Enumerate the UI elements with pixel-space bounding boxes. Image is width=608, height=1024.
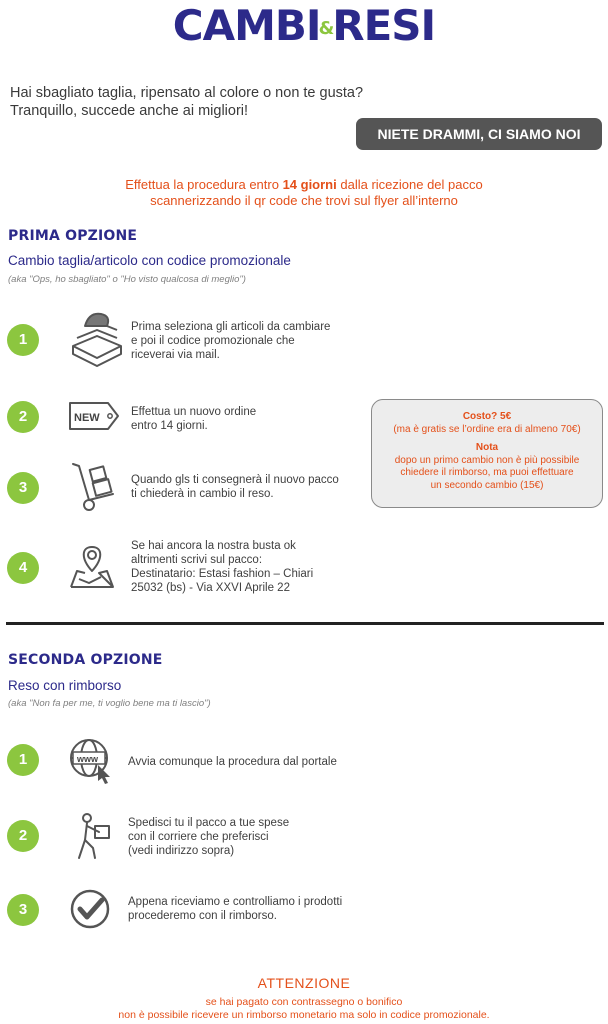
cost-title: Costo? 5€ (462, 411, 512, 422)
procedure-highlight: 14 giorni (282, 177, 337, 192)
step-line: 25032 (bs) - Via XXVI Aprile 22 (131, 582, 290, 594)
step-line: riceverai via mail. (131, 349, 220, 361)
step-line: ti chiederà in cambio il reso. (131, 488, 274, 500)
procedure-line-2: scannerizzando il qr code che trovi sul flyer all’interno (150, 193, 458, 208)
courier-icon (73, 812, 113, 862)
step-line: Prima seleziona gli articoli da cambiare (131, 321, 331, 333)
step-line: Spedisci tu il pacco a tue spese (128, 817, 290, 829)
step-line: procederemo con il rimborso. (128, 910, 277, 922)
step-line: altrimenti scrivi sul pacco: (131, 554, 263, 566)
step-number: 2 (7, 401, 39, 433)
check-circle-icon (69, 888, 111, 930)
step-line: Effettua un nuovo ordine (131, 406, 257, 418)
option1-step3-text (131, 473, 339, 501)
note-line: un secondo cambio (15€) (430, 479, 544, 491)
procedure-note (0, 177, 608, 209)
option1-aka: (aka "Ops, ho sbagliato" o "Ho visto qualcosa di meglio") (8, 274, 246, 285)
option1-step1-text (131, 320, 330, 362)
map-pin-icon (67, 543, 117, 591)
web-click-icon (68, 737, 114, 785)
step-number: 1 (7, 324, 39, 356)
page-title (0, 1, 608, 51)
procedure-pre: Effettua la procedura entro (125, 177, 283, 192)
option1-step2-text (131, 405, 256, 433)
www-label: www (77, 754, 99, 764)
title-cambi: CAMBI (172, 1, 321, 50)
option1-title: PRIMA OPZIONE (8, 228, 138, 244)
option2-aka: (aka "Non fa per me, ti voglio bene ma ti lascio") (8, 698, 211, 709)
step-number: 2 (7, 820, 39, 852)
intro-line-1: Hai sbagliato taglia, ripensato al colore o non te gusta? (10, 85, 364, 101)
note-line: chiedere il rimborso, ma puoi effettuare (400, 467, 574, 478)
intro-text (10, 84, 363, 120)
step-line: Avvia comunque la procedura dal portale (128, 756, 337, 768)
option2-step3-text (128, 895, 342, 923)
attention-title: ATTENZIONE (257, 975, 351, 991)
step-line: e poi il codice promozionale che (131, 335, 295, 347)
step-number: 3 (7, 894, 39, 926)
attention-line: non è possibile ricevere un rimborso monetario ma solo in codice promozionale. (118, 1009, 490, 1021)
step-number: 1 (7, 744, 39, 776)
step-line: Se hai ancora la nostra busta ok (131, 540, 296, 552)
option2-subtitle: Reso con rimborso (8, 678, 122, 693)
option2-step2-text (128, 816, 289, 858)
step-line: entro 14 giorni. (131, 420, 208, 432)
step-line: (vedi indirizzo sopra) (128, 845, 235, 857)
hand-truck-icon (69, 460, 117, 512)
step-number: 3 (7, 472, 39, 504)
intro-line-2: Tranquillo, succede anche ai migliori! (10, 103, 249, 119)
step-number: 4 (7, 552, 39, 584)
cost-info-box (371, 399, 603, 508)
option1-step4-text (131, 539, 313, 595)
step-line: Destinatario: Estasi fashion – Chiari (131, 568, 314, 580)
option2-title: SECONDA OPZIONE (8, 652, 163, 668)
title-ampersand: & (318, 17, 335, 39)
cost-note: (ma è gratis se l’ordine era di almeno 70€) (393, 423, 581, 435)
procedure-post: dalla ricezione del pacco (336, 177, 483, 192)
note-title: Nota (475, 442, 499, 453)
attention-line: se hai pagato con contrassegno o bonifico (205, 996, 403, 1008)
niente-drammi-banner: NIETE DRAMMI, CI SIAMO NOI (356, 118, 602, 150)
new-tag-label: NEW (74, 412, 100, 424)
step-line: Appena riceviamo e controlliamo i prodotti (128, 896, 343, 908)
clothes-stack-icon (67, 308, 125, 370)
attention-text (0, 996, 608, 1022)
new-tag-icon (68, 401, 120, 431)
section-divider (6, 622, 604, 625)
note-line: dopo un primo cambio non è più possibile (394, 454, 580, 466)
step-line: con il corriere che preferisci (128, 831, 269, 843)
option1-subtitle: Cambio taglia/articolo con codice promozionale (8, 253, 291, 268)
title-resi: RESI (332, 1, 436, 50)
option2-step1-text (128, 755, 337, 769)
step-line: Quando gls ti consegnerà il nuovo pacco (131, 474, 339, 486)
